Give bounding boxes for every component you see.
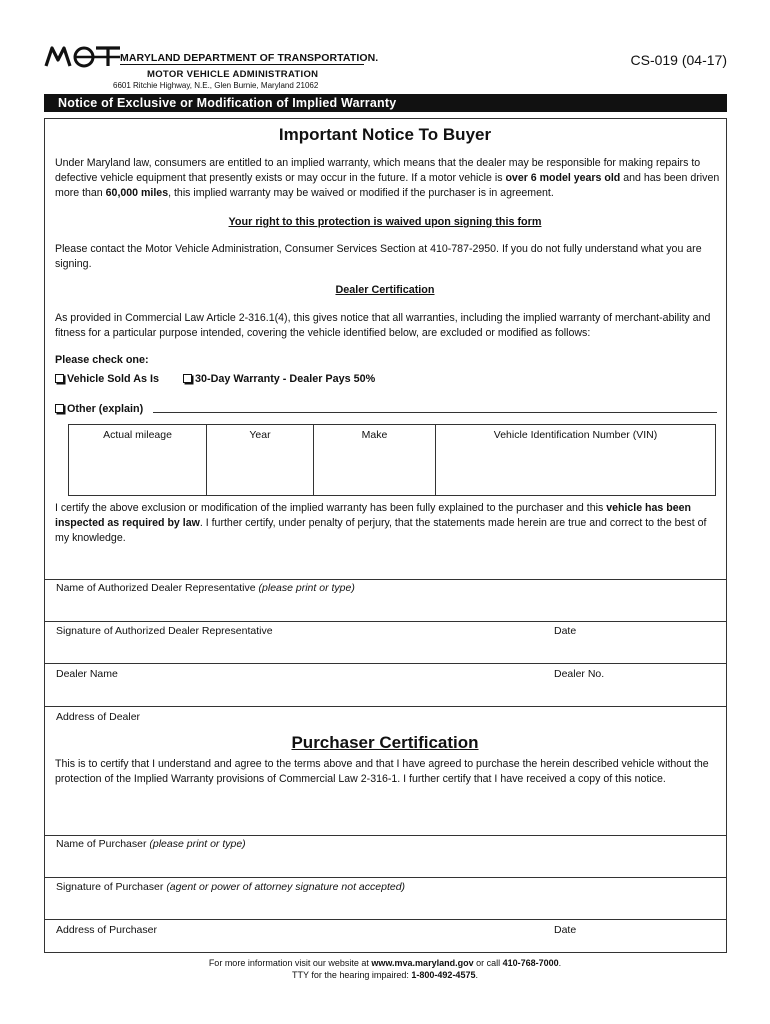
divider	[44, 877, 727, 878]
dealer-certify-statement: I certify the above exclusion or modification of the implied warranty has been fully explained to the purchaser and this vehicle has been inspected as required by law. I further certify, under penalty of perjury, that the statements made herein are true and correct to the best of my knowledge.	[55, 502, 707, 544]
org-name: MARYLAND DEPARTMENT OF TRANSPORTATION.	[120, 52, 379, 64]
purchaser-name-field[interactable]: Name of Purchaser (please print or type)	[56, 838, 246, 850]
purchaser-certification-paragraph: This is to certify that I understand and agree to the terms above and that I have agreed to purchase the herein described vehicle without the protection of the Implied Warranty provisions of Commercial Law 2-316-1. I further certify that I have received a copy of this notice.	[55, 758, 709, 785]
purchaser-date-field[interactable]: Date	[554, 924, 577, 936]
dealer-date-field[interactable]: Date	[554, 625, 577, 637]
mva-name: MOTOR VEHICLE ADMINISTRATION	[147, 69, 319, 80]
checkbox-icon[interactable]	[183, 374, 192, 383]
contact-paragraph: Please contact the Motor Vehicle Administration, Consumer Services Section at 410-787-2950. If you do not fully understand what you are signing.	[55, 243, 702, 270]
mdot-logo	[44, 44, 120, 68]
tty-number: 1-800-492-4575	[411, 970, 476, 980]
phone-number: 410-768-7000	[502, 958, 559, 968]
purchaser-address-field[interactable]: Address of Purchaser	[56, 924, 157, 936]
year-column[interactable]: Year	[207, 425, 314, 495]
dealer-certification-heading: Dealer Certification	[335, 284, 435, 296]
dealer-address-field[interactable]: Address of Dealer	[56, 711, 141, 723]
footer	[0, 957, 770, 981]
purchaser-certification-heading: Purchaser Certification	[291, 733, 479, 752]
mva-address: 6601 Ritchie Highway, N.E., Glen Burnie, Maryland 21062	[113, 81, 319, 90]
dealer-name-field[interactable]: Dealer Name	[56, 668, 118, 680]
mileage-column[interactable]: Actual mileage	[69, 425, 207, 495]
purchaser-signature-field[interactable]: Signature of Purchaser (agent or power of attorney signature not accepted)	[56, 881, 406, 893]
implied-warranty-paragraph: Under Maryland law, consumers are entitled to an implied warranty, which means that the dealer may be responsible for making repairs to defective vehicle equipment that presently exists or may occur in the future. If a motor vehicle is over 6 model years old and has been driven more than 60,000 miles, this implied warranty may be waived or modified if the purchaser is in agreement.	[55, 157, 720, 199]
footer-line-1: For more information visit our website at www.mva.maryland.gov or call 410-768-7000.	[208, 958, 562, 968]
footer-line-2: TTY for the hearing impaired: 1-800-492-4575.	[292, 970, 478, 980]
org-rule	[120, 64, 364, 65]
option-sold-as-is[interactable]: Vehicle Sold As Is	[55, 373, 159, 385]
other-explain-line[interactable]	[153, 412, 717, 413]
make-column[interactable]: Make	[314, 425, 436, 495]
divider	[44, 706, 727, 707]
divider	[44, 621, 727, 622]
divider	[44, 919, 727, 920]
dealer-certification-paragraph: As provided in Commercial Law Article 2-316.1(4), this gives notice that all warranties, including the implied warranty of merchant-ability and fitness for a particular purpose intended, covering the vehicle identified below, are excluded or modified as follows:	[55, 312, 711, 339]
form-code: CS-019 (04-17)	[630, 52, 727, 68]
dealer-rep-name-field[interactable]: Name of Authorized Dealer Representative (please print or type)	[56, 582, 355, 594]
vin-column[interactable]: Vehicle Identification Number (VIN)	[493, 429, 658, 441]
option-30-day-warranty[interactable]: 30-Day Warranty - Dealer Pays 50%	[183, 373, 375, 385]
divider	[44, 663, 727, 664]
checkbox-icon[interactable]	[55, 374, 64, 383]
divider	[44, 835, 727, 836]
dealer-rep-signature-field[interactable]: Signature of Authorized Dealer Representative	[56, 625, 273, 637]
waived-heading: Your right to this protection is waived upon signing this form	[228, 216, 542, 228]
divider	[44, 579, 727, 580]
vehicle-table	[68, 424, 716, 496]
checkbox-icon[interactable]	[55, 404, 64, 413]
dealer-number-field[interactable]: Dealer No.	[554, 668, 605, 680]
form-title-banner: Notice of Exclusive or Modification of Implied Warranty	[44, 94, 727, 112]
check-prompt: Please check one:	[55, 354, 149, 366]
option-other[interactable]: Other (explain)	[55, 403, 143, 415]
website-link[interactable]: www.mva.maryland.gov	[371, 958, 474, 968]
notice-title: Important Notice To Buyer	[278, 125, 492, 144]
